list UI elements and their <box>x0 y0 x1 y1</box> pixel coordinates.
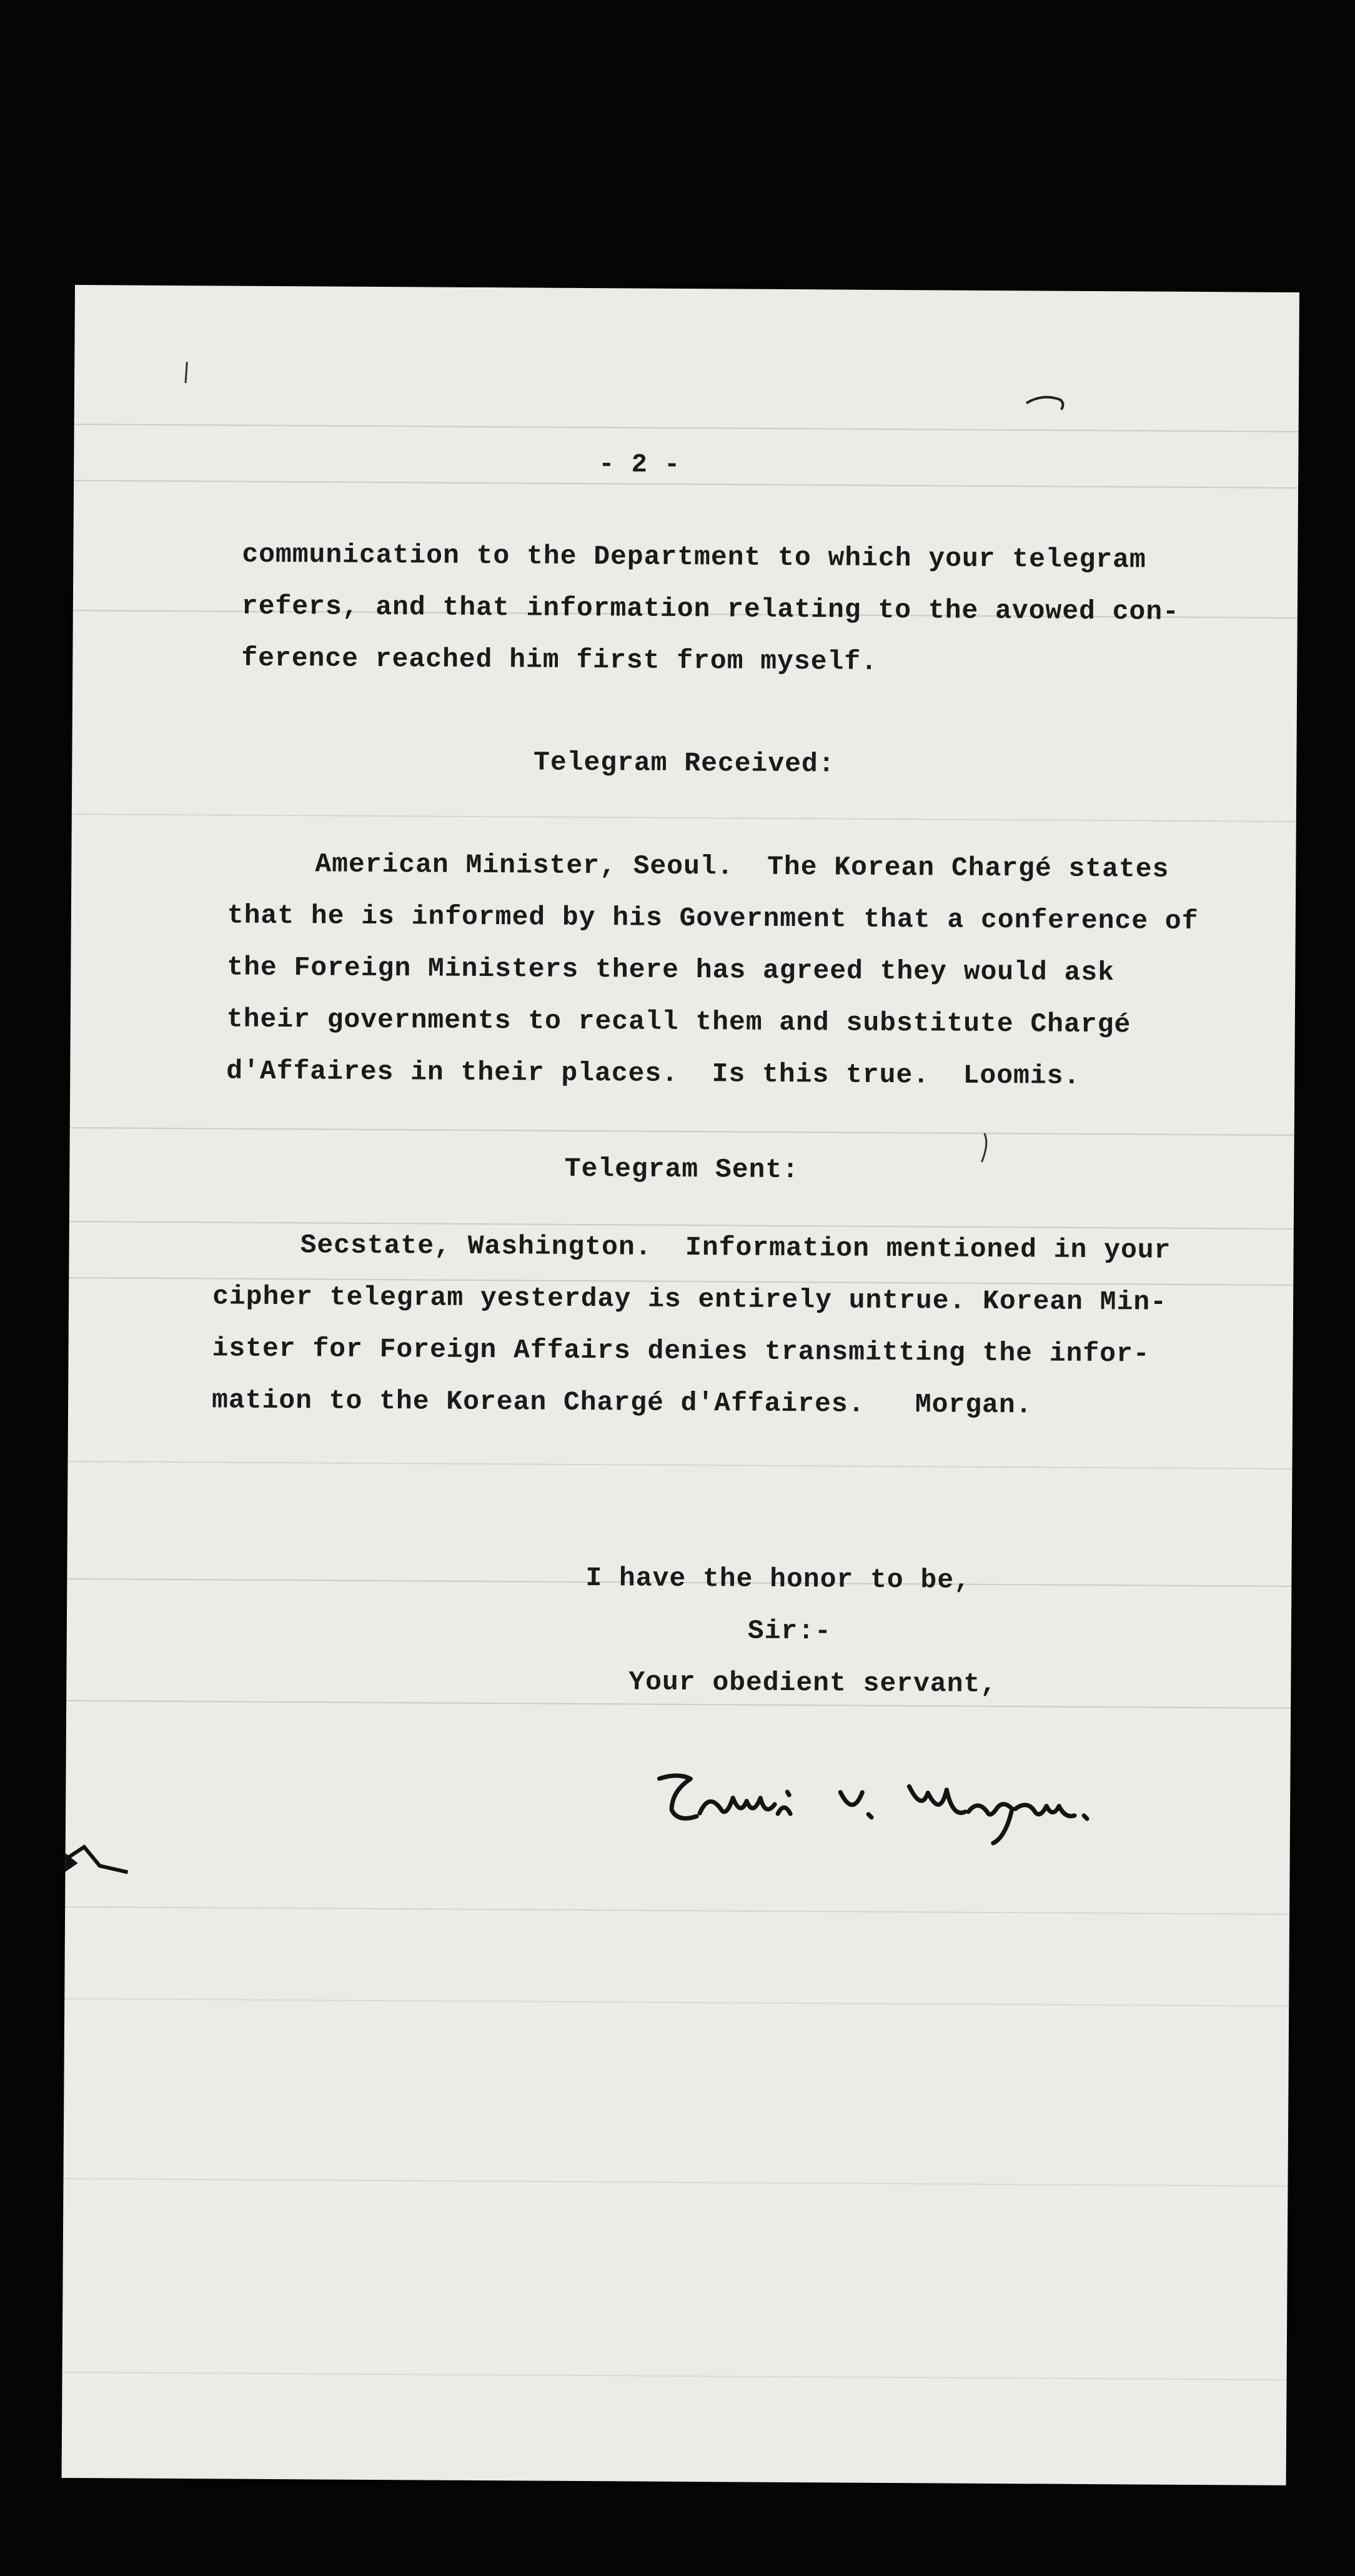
page-number: - 2 - <box>598 449 681 480</box>
closing-line: Your obedient servant, <box>628 1666 998 1700</box>
telegram-received-line: the Foreign Ministers there has agreed they would ask <box>227 952 1115 988</box>
telegram-sent-heading: Telegram Sent: <box>564 1153 800 1186</box>
telegram-received-line: that he is informed by his Government that a conference of <box>227 900 1199 937</box>
telegram-received-heading: Telegram Received: <box>533 747 835 780</box>
paragraph-line: refers, and that information relating to the avowed con- <box>241 590 1180 627</box>
telegram-received-line: their governments to recall them and substitute Chargé <box>226 1003 1131 1040</box>
telegram-sent-line: cipher telegram yesterday is entirely untrue. Korean Min- <box>212 1281 1168 1318</box>
document-body <box>62 285 1299 2485</box>
telegram-sent-line: mation to the Korean Chargé d'Affaires. Morgan. <box>211 1385 1033 1421</box>
paragraph-line: communication to the Department to which your telegram <box>242 539 1146 575</box>
signature-image <box>653 1754 1141 1851</box>
telegram-received-line: American Minister, Seoul. The Korean Chargé states <box>315 848 1169 885</box>
paragraph-line: ference reached him first from myself. <box>241 642 878 677</box>
telegram-received-line: d'Affaires in their places. Is this true. Loomis. <box>226 1055 1081 1092</box>
document-page <box>62 285 1299 2485</box>
closing-line: I have the honor to be, <box>585 1563 971 1596</box>
telegram-sent-line: Secstate, Washington. Information mentioned in your <box>300 1230 1171 1266</box>
telegram-sent-line: ister for Foreign Affairs denies transmitting the infor- <box>212 1333 1150 1370</box>
closing-line: Sir:- <box>747 1615 832 1647</box>
